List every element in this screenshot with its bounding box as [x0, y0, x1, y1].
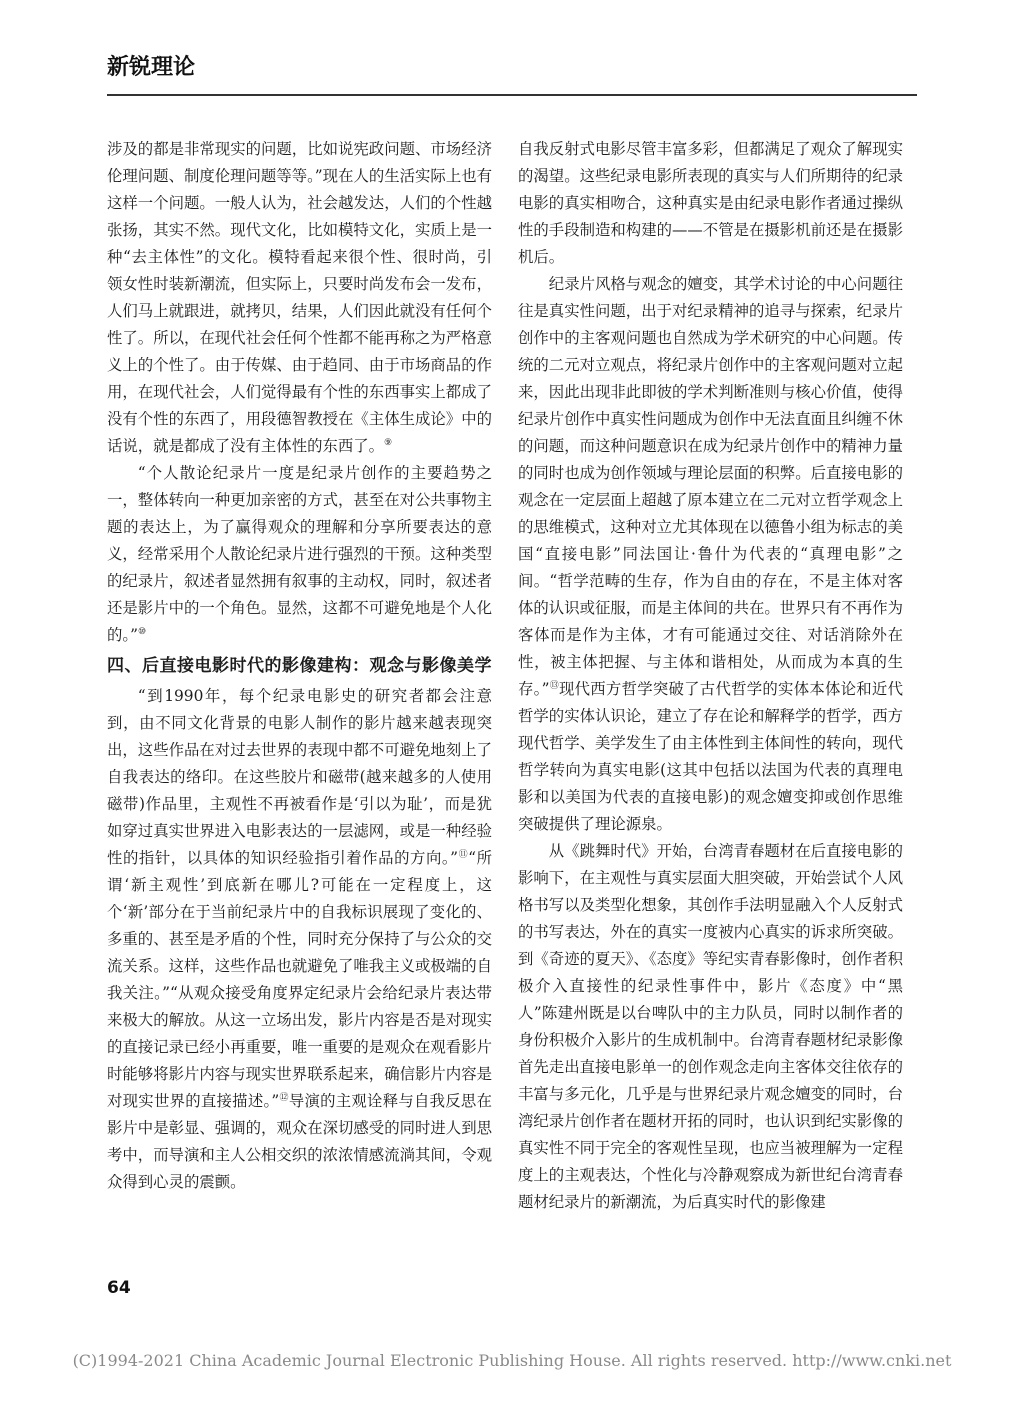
- section-heading: 四、后直接电影时代的影像建构：观念与影像美学: [107, 656, 492, 676]
- paragraph-text: 从《跳舞时代》开始，台湾青春题材在后直接电影的影响下，在主观性与真实层面大胆突破，开始尝试个人风格书写以及类型化想象，其创作手法明显融入个人反射式的书写表达，外在的真实一度被内心真实的诉求所突破。到《奇迹的夏天》、《态度》等纪实青春影像时，创作者积极介入直接性的纪录性事件中，影片《态度》中“黑人”陈建州既是以台啤队中的主力队员，同时以制作者的身份积极介入影片的生成机制中。台湾青春题材纪录影像首先走出直接电影单一的创作观念走向主客体交往依存的丰富与多元化，几乎是与世界纪录片观念嬗变的同时，台湾纪录片创作者在题材开拓的同时，也认识到纪实影像的真实性不同于完全的客观性呈现，也应当被理解为一定程度上的主观表达，个性化与冷静观察成为新世纪台湾青春题材纪录片的新潮流，为后真实时代的影像建: [518, 842, 903, 1211]
- right-column: [518, 136, 903, 1216]
- footnote-marker: ⑬: [549, 680, 559, 691]
- page-number: 64: [107, 1278, 131, 1298]
- footnote-marker: ⑪: [458, 849, 469, 860]
- left-column: [107, 136, 492, 1196]
- paragraph-text: “到1990年，每个纪录电影史的研究者都会注意到，由不同文化背景的电影人制作的影片越来越表现突出，这些作品在对过去世界的表现中都不可避免地刻上了自我表达的络印。在这些胶片和磁带(越来越多的人使用磁带)作品里，主观性不再被看作是‘引以为耻’，而是犹如穿过真实世界进入电影表达的一层滤网，或是一种经验性的指针，以具体的知识经验指引着作品的方向。”: [107, 687, 492, 867]
- paragraph-text: 纪录片风格与观念的嬗变，其学术讨论的中心问题往往是真实性问题，出于对纪录精神的追寻与探索，纪录片创作中的主客观问题也自然成为学术研究的中心问题。传统的二元对立观点，将纪录片创作中的主客观问题对立起来，因此出现非此即彼的学术判断准则与核心价值，使得纪录片创作中真实性问题成为创作中无法直面且纠缠不休的问题，而这种问题意识在成为纪录片创作中的精神力量的同时也成为创作领域与理论层面的积弊。后直接电影的观念在一定层面上超越了原本建立在二元对立哲学观念上的思维模式，这种对立尤其体现在以德鲁小组为标志的美国“直接电影”同法国让·鲁什为代表的“真理电影”之间。“哲学范畴的生存，作为自由的存在，不是主体对客体的认识或征服，而是主体间的共在。世界只有不再作为客体而是作为主体，才有可能通过交往、对话消除外在性，被主体把握、与主体和谐相处，从而成为本真的生存。”: [518, 275, 903, 698]
- paragraph-text: 涉及的都是非常现实的问题，比如说宪政问题、市场经济伦理问题、制度伦理问题等等。”现在人的生活实际上也有这样一个问题。一般人认为，社会越发达，人们的个性越张扬，其实不然。现代文化，比如模特文化，实质上是一种“去主体性”的文化。模特看起来很个性、很时尚，引领女性时装新潮流，但实际上，只要时尚发布会一发布，人们马上就跟进，就拷贝，结果，人们因此就没有任何个性了。所以，在现代社会任何个性都不能再称之为严格意义上的个性了。由于传媒、由于趋同、由于市场商品的作用，在现代社会，人们觉得最有个性的东西事实上都成了没有个性的东西了，用段德智教授在《主体生成论》中的话说，就是都成了没有主体性的东西了。: [107, 140, 492, 455]
- header-rule: [107, 94, 917, 96]
- footnote-marker: ⑩: [137, 626, 147, 637]
- paragraph: [518, 838, 903, 1216]
- paragraph: [518, 136, 903, 271]
- footnote-marker: ⑨: [384, 437, 393, 448]
- footnote-marker: ⑫: [279, 1092, 289, 1103]
- paragraph: [107, 136, 492, 460]
- paragraph: [107, 683, 492, 1196]
- paragraph: [518, 271, 903, 838]
- paragraph-text: 自我反射式电影尽管丰富多彩，但都满足了观众了解现实的渴望。这些纪录电影所表现的真实与人们所期待的纪录电影的真实相吻合，这种真实是由纪录电影作者通过操纵性的手段制造和构建的——不管是在摄影机前还是在摄影机后。: [518, 140, 903, 266]
- paragraph-text: 现代西方哲学突破了古代哲学的实体本体论和近代哲学的实体认识论，建立了存在论和解释学的哲学，西方现代哲学、美学发生了由主体性到主体间性的转向，现代哲学转向为真实电影(这其中包括以法国为代表的真理电影和以美国为代表的直接电影)的观念嬗变抑或创作思维突破提供了理论源泉。: [518, 680, 903, 833]
- paragraph-text: 导演的主观诠释与自我反思在影片中是彰显、强调的，观众在深切感受的同时进人到思考中，而导演和主人公相交织的浓浓情感流淌其间，令观众得到心灵的震颤。: [107, 1092, 492, 1191]
- paragraph: [107, 460, 492, 649]
- paragraph-text: “个人散论纪录片一度是纪录片创作的主要趋势之一，整体转向一种更加亲密的方式，甚至在对公共事物主题的表达上，为了赢得观众的理解和分享所要表达的意义，经常采用个人散论纪录片进行强烈的干预。这种类型的纪录片，叙述者显然拥有叙事的主动权，同时，叙述者还是影片中的一个角色。显然，这都不可避免地是个人化的。”: [107, 464, 492, 644]
- copyright-watermark: (C)1994-2021 China Academic Journal Electronic Publishing House. All rights reserved. http://www.cnki.net: [72, 1351, 952, 1370]
- paragraph-text: “所谓‘新主观性’到底新在哪儿?可能在一定程度上，这个‘新’部分在于当前纪录片中的自我标识展现了变化的、多重的、甚至是矛盾的个性，同时充分保持了与公众的交流关系。这样，这些作品也就避免了唯我主义或极端的自我关注。”“从观众接受角度界定纪录片会给纪录片表达带来极大的解放。从这一立场出发，影片内容是否是对现实的直接记录已经小再重要，唯一重要的是观众在观看影片时能够将影片内容与现实世界联系起来，确信影片内容是对现实世界的直接描述。”: [107, 849, 492, 1110]
- journal-section-title: 新锐理论: [107, 55, 196, 80]
